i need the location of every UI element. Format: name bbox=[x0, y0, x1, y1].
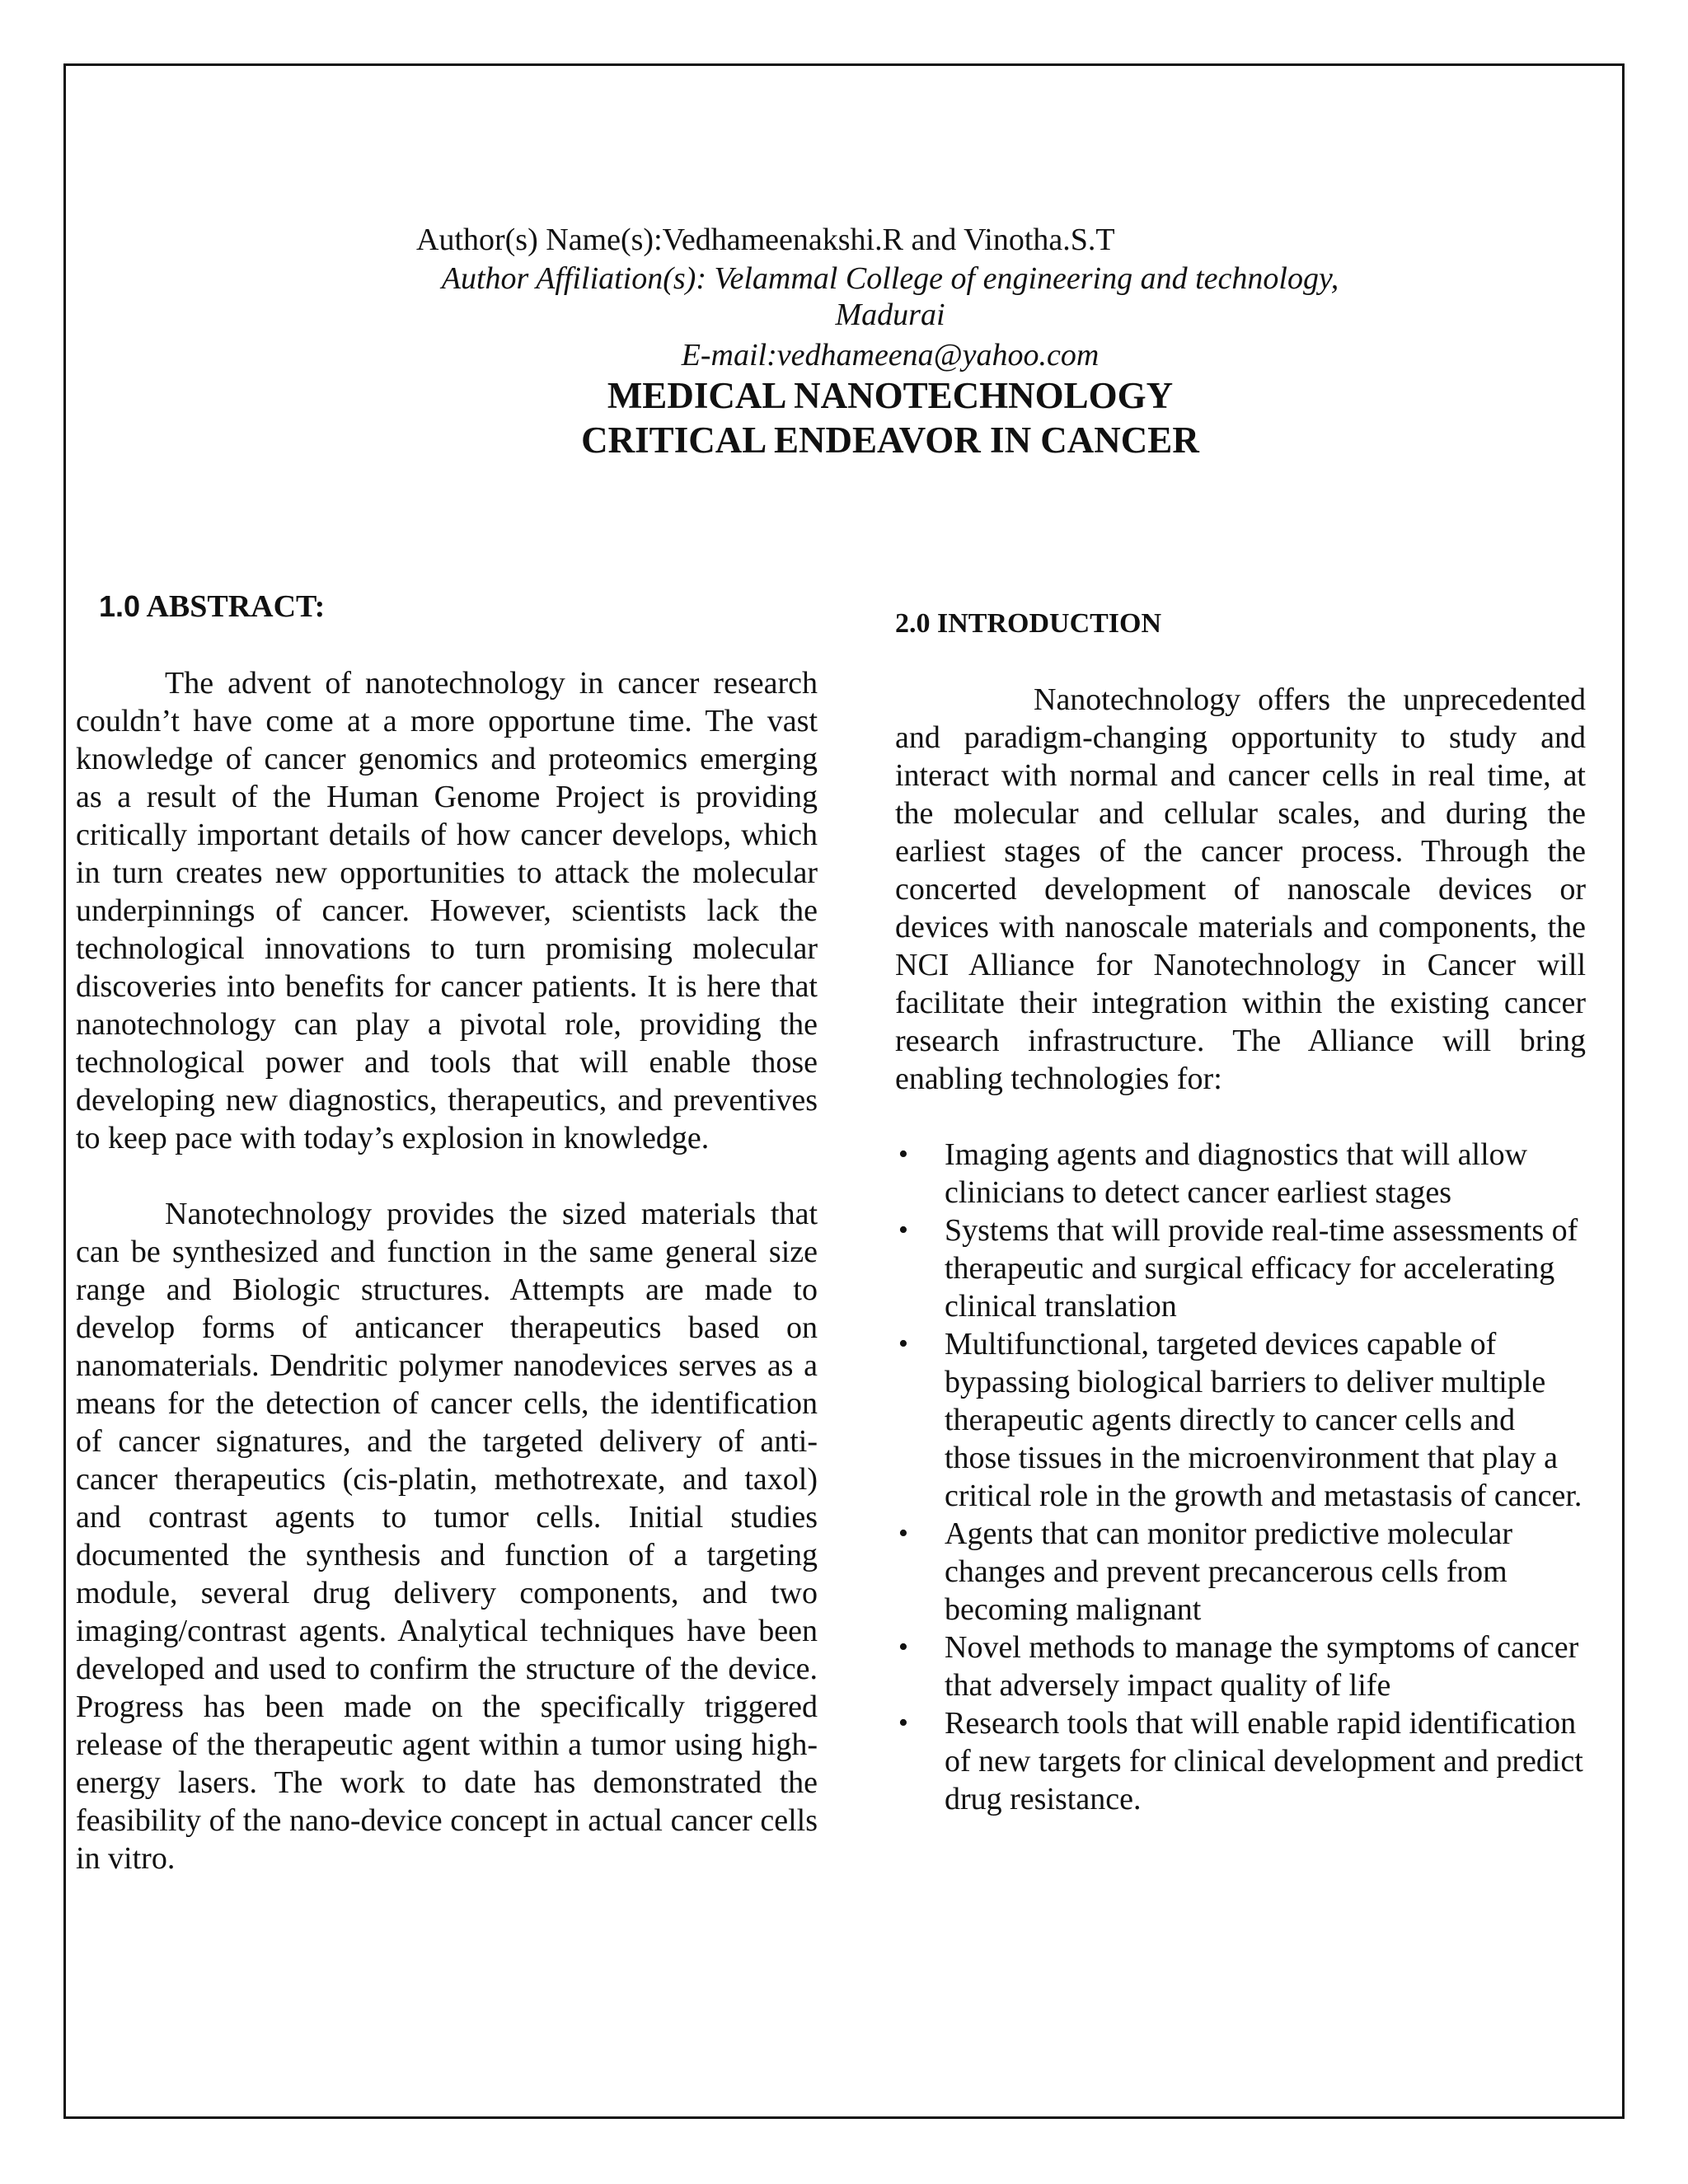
bullet-icon: • bbox=[898, 1215, 908, 1245]
list-item-text: Systems that will provide real-time assessments of therapeutic and surgical efficacy for accelerating clinical translation bbox=[945, 1213, 1578, 1324]
bullet-icon: • bbox=[898, 1329, 908, 1359]
abstract-heading-text: ABSTRACT: bbox=[146, 589, 326, 624]
list-item bbox=[895, 1212, 1586, 1325]
abstract-heading-number: 1.0 bbox=[99, 589, 141, 623]
list-item bbox=[895, 1325, 1586, 1515]
list-item bbox=[895, 1629, 1586, 1704]
list-item-text: Agents that can monitor predictive molecular changes and prevent precancerous cells from becoming malignant bbox=[945, 1516, 1513, 1627]
list-item bbox=[895, 1704, 1586, 1818]
list-item bbox=[895, 1515, 1586, 1629]
bullet-icon: • bbox=[898, 1708, 908, 1738]
abstract-body bbox=[76, 664, 818, 1877]
author-email: E-mail:vedhameena@yahoo.com bbox=[681, 338, 1100, 373]
list-item-text: Imaging agents and diagnostics that will allow clinicians to detect cancer earliest stages bbox=[945, 1137, 1528, 1210]
introduction-body bbox=[895, 681, 1586, 1818]
list-item-text: Research tools that will enable rapid identification of new targets for clinical development and predict drug resistance. bbox=[945, 1706, 1583, 1816]
paper-title bbox=[412, 373, 1368, 462]
introduction-paragraph: Nanotechnology offers the unprecedented and paradigm-changing opportunity to study and interact with normal and cancer cells in real time, at the molecular and cellular scales, and during the earliest stages of the cancer process. Through the concerted development of nanoscale devices or devices with nanoscale materials and components, the NCI Alliance for Nanotechnology in Cancer will facilitate their integration within the existing cancer research infrastructure. The Alliance will bring enabling technologies for: bbox=[895, 682, 1586, 1096]
list-item bbox=[895, 1136, 1586, 1212]
introduction-bullet-list bbox=[895, 1136, 1586, 1818]
title-line-1: MEDICAL NANOTECHNOLOGY bbox=[607, 375, 1174, 416]
abstract-heading bbox=[99, 588, 325, 625]
author-affiliation: Author Affiliation(s): Velammal College of engineering and technology, Madurai bbox=[441, 261, 1339, 332]
list-item-text: Novel methods to manage the symptoms of cancer that adversely impact quality of life bbox=[945, 1630, 1579, 1703]
list-item-text: Multifunctional, targeted devices capable of bypassing biological barriers to deliver multiple therapeutic agents directly to cancer cells and those tissues in the microenvironment that play a critical role in the growth and metastasis of cancer. bbox=[945, 1327, 1582, 1513]
abstract-paragraph-2: Nanotechnology provides the sized materials that can be synthesized and function in the same general size range and Biologic structures. Attempts are made to develop forms of anticancer therapeutics based on nanomaterials. Dendritic polymer nanodevices serves as a means for the detection of cancer cells, the identification of cancer signatures, and the targeted delivery of anti-cancer therapeutics (cis-platin, methotrexate, and taxol) and contrast agents to tumor cells. Initial studies documented the synthesis and function of a targeting module, several drug delivery components, and two imaging/contrast agents. Analytical techniques have been developed and used to confirm the structure of the device. Progress has been made on the specifically triggered release of the therapeutic agent within a tumor using high-energy lasers. The work to date has demonstrated the feasibility of the nano-device concept in actual cancer cells in vitro. bbox=[76, 1197, 818, 1876]
author-names: Author(s) Name(s):Vedhameenakshi.R and Vinotha.S.T bbox=[416, 223, 1115, 257]
bullet-icon: • bbox=[898, 1139, 908, 1169]
introduction-heading: 2.0 INTRODUCTION bbox=[895, 608, 1162, 639]
title-line-2: CRITICAL ENDEAVOR IN CANCER bbox=[581, 419, 1199, 461]
bullet-icon: • bbox=[898, 1518, 908, 1549]
bullet-icon: • bbox=[898, 1632, 908, 1662]
abstract-paragraph-1: The advent of nanotechnology in cancer research couldn’t have come at a more opportune time. The vast knowledge of cancer genomics and proteomics emerging as a result of the Human Genome Project is providing critically important details of how cancer develops, which in turn creates new opportunities to attack the molecular underpinnings of cancer. However, scientists lack the technological innovations to turn promising molecular discoveries into benefits for cancer patients. It is here that nanotechnology can play a pivotal role, providing the technological power and tools that will enable those developing new diagnostics, therapeutics, and preventives to keep pace with today’s explosion in knowledge. bbox=[76, 666, 818, 1155]
